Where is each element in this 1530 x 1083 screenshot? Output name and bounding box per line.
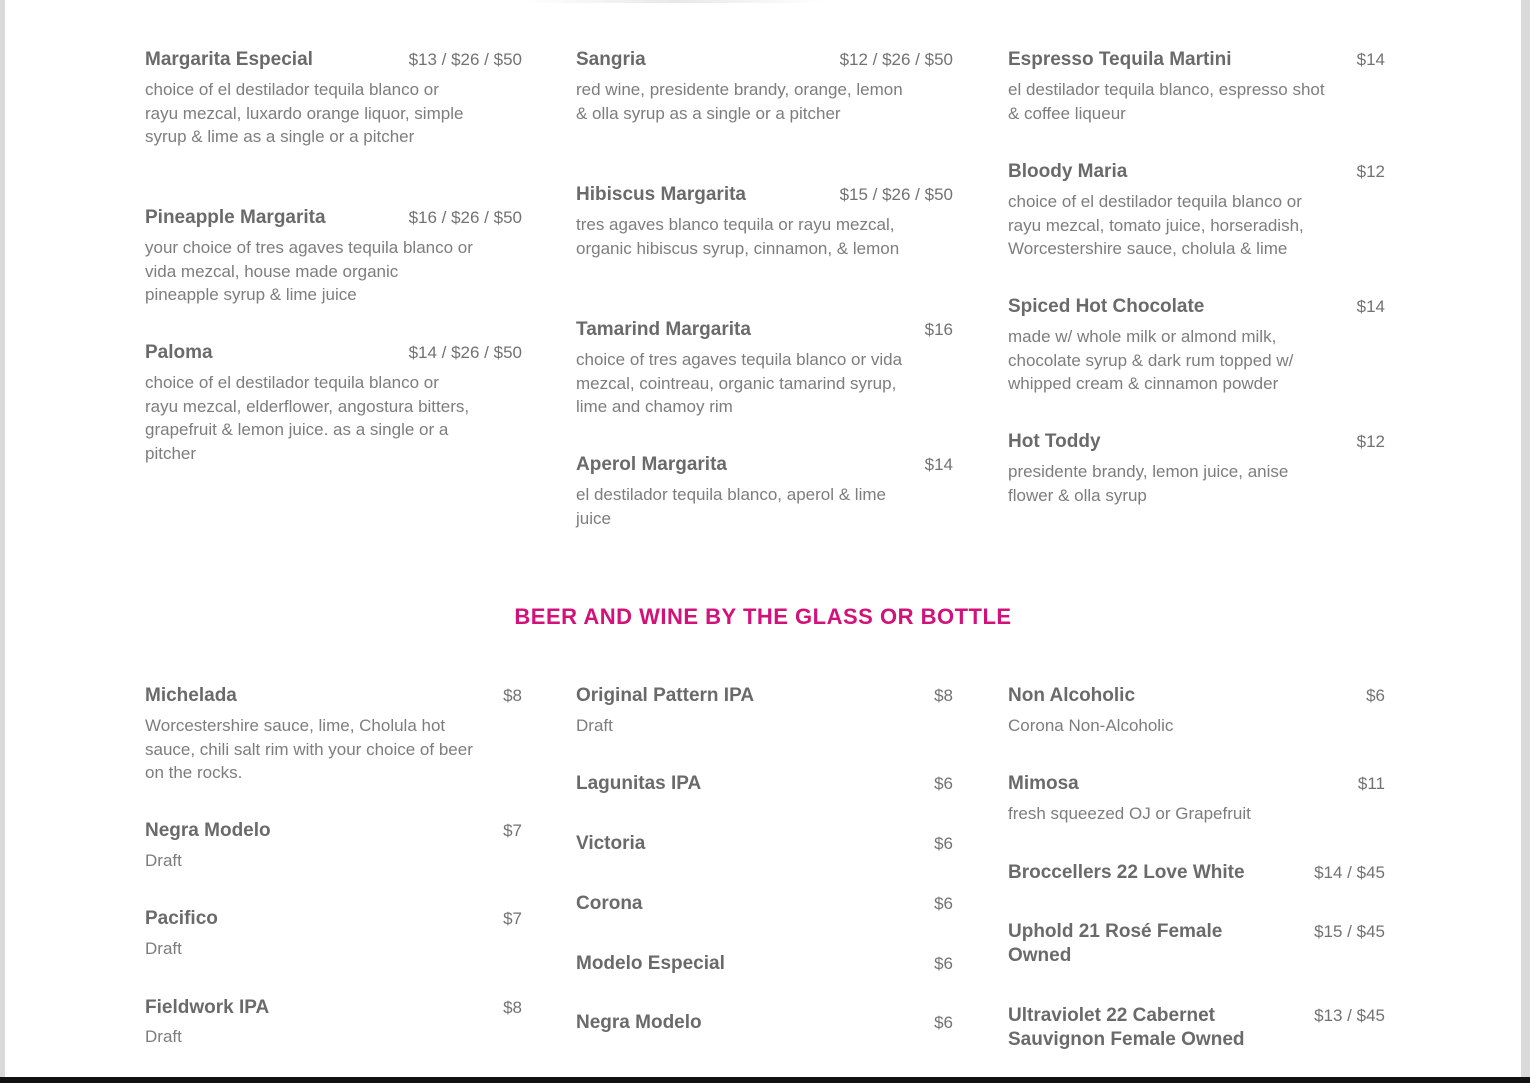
item-name: Aperol Margarita <box>576 454 727 475</box>
item-name: Espresso Tequila Martini <box>1008 49 1232 70</box>
item-name: Non Alcoholic <box>1008 685 1136 706</box>
item-description: el destilador tequila blanco, aperol & lime juice <box>576 485 886 528</box>
item-price: $14 <box>1356 50 1385 69</box>
item-name: Mimosa <box>1008 773 1079 794</box>
item-name: Pineapple Margarita <box>145 207 326 228</box>
item-name: Corona <box>576 893 643 914</box>
item-price: $16 / $26 / $50 <box>408 208 522 227</box>
item-description: choice of el destilador tequila blanco or rayu mezcal, elderflower, angostura bitters, grapefruit & lemon juice. as a single or a pitcher <box>145 373 470 463</box>
item-name: Tamarind Margarita <box>576 319 751 340</box>
item-description: choice of el destilador tequila blanco or rayu mezcal, luxardo orange liquor, simple syrup & lime as a single or a pitcher <box>145 80 464 146</box>
item-description: fresh squeezed OJ or Grapefruit <box>1008 804 1251 823</box>
item-name: Ultraviolet 22 Cabernet Sauvignon Female Owned <box>1008 1005 1245 1050</box>
item-description: Draft <box>145 1027 182 1046</box>
item-price: $6 <box>934 774 953 793</box>
item-price: $15 / $26 / $50 <box>839 185 953 204</box>
item-price: $15 / $45 <box>1314 922 1385 941</box>
item-name: Hot Toddy <box>1008 431 1101 452</box>
item-description: made w/ whole milk or almond milk, chocolate syrup & dark rum topped w/ whipped cream & cinnamon powder <box>1008 327 1294 393</box>
item-name: Bloody Maria <box>1008 161 1128 182</box>
item-name: Spiced Hot Chocolate <box>1008 296 1205 317</box>
item-name: Negra Modelo <box>145 820 271 841</box>
item-price: $8 <box>934 686 953 705</box>
item-name: Paloma <box>145 342 213 363</box>
item-name: Sangria <box>576 49 646 70</box>
item-name: Margarita Especial <box>145 49 313 70</box>
item-name: Pacifico <box>145 908 218 929</box>
item-name: Modelo Especial <box>576 953 725 974</box>
item-description: tres agaves blanco tequila or rayu mezcal, organic hibiscus syrup, cinnamon, & lemon <box>576 215 900 258</box>
item-description: choice of el destilador tequila blanco or rayu mezcal, tomato juice, horseradish, Worcestershire sauce, cholula & lime <box>1008 192 1304 258</box>
item-price: $7 <box>503 909 522 928</box>
item-description: Draft <box>145 939 182 958</box>
item-price: $11 <box>1357 774 1385 793</box>
item-name: Fieldwork IPA <box>145 997 270 1018</box>
item-name: Hibiscus Margarita <box>576 184 746 205</box>
item-name: Michelada <box>145 685 237 706</box>
item-description: Worcestershire sauce, lime, Cholula hot sauce, chili salt rim with your choice of beer on the rocks. <box>145 716 473 782</box>
item-description: Corona Non-Alcoholic <box>1008 716 1174 735</box>
item-name: Lagunitas IPA <box>576 773 702 794</box>
item-price: $6 <box>934 834 953 853</box>
item-name: Original Pattern IPA <box>576 685 755 706</box>
item-name: Negra Modelo <box>576 1012 702 1033</box>
item-price: $8 <box>503 998 522 1017</box>
item-description: Draft <box>145 851 182 870</box>
section-title: BEER AND WINE BY THE GLASS OR BOTTLE <box>514 604 1012 629</box>
item-price: $6 <box>934 954 953 973</box>
item-name: Victoria <box>576 833 646 854</box>
item-name: Broccellers 22 Love White <box>1008 862 1245 883</box>
top-divider <box>525 0 825 3</box>
item-description: presidente brandy, lemon juice, anise flower & olla syrup <box>1008 462 1289 505</box>
item-description: choice of tres agaves tequila blanco or vida mezcal, cointreau, organic tamarind syrup, lime and chamoy rim <box>576 350 903 416</box>
item-price: $12 <box>1356 432 1385 451</box>
item-price: $13 / $26 / $50 <box>408 50 522 69</box>
item-price: $8 <box>503 686 522 705</box>
item-description: red wine, presidente brandy, orange, lemon & olla syrup as a single or a pitcher <box>576 80 903 123</box>
item-price: $14 / $26 / $50 <box>408 343 522 362</box>
item-price: $6 <box>934 894 953 913</box>
item-description: your choice of tres agaves tequila blanco or vida mezcal, house made organic pineapple syrup & lime juice <box>145 238 473 304</box>
menu-page <box>5 0 1521 1077</box>
item-description: el destilador tequila blanco, espresso shot & coffee liqueur <box>1008 80 1325 123</box>
item-price: $14 <box>924 455 953 474</box>
item-price: $14 / $45 <box>1314 863 1385 882</box>
item-price: $7 <box>503 821 522 840</box>
item-description: Draft <box>576 716 613 735</box>
item-price: $12 <box>1356 162 1385 181</box>
item-price: $13 / $45 <box>1314 1006 1385 1025</box>
bottom-edge-bar <box>0 1077 1530 1083</box>
item-price: $14 <box>1356 297 1385 316</box>
item-price: $6 <box>1366 686 1385 705</box>
item-price: $6 <box>934 1013 953 1032</box>
item-price: $12 / $26 / $50 <box>839 50 953 69</box>
item-price: $16 <box>924 320 953 339</box>
item-name: Uphold 21 Rosé Female Owned <box>1008 921 1223 966</box>
